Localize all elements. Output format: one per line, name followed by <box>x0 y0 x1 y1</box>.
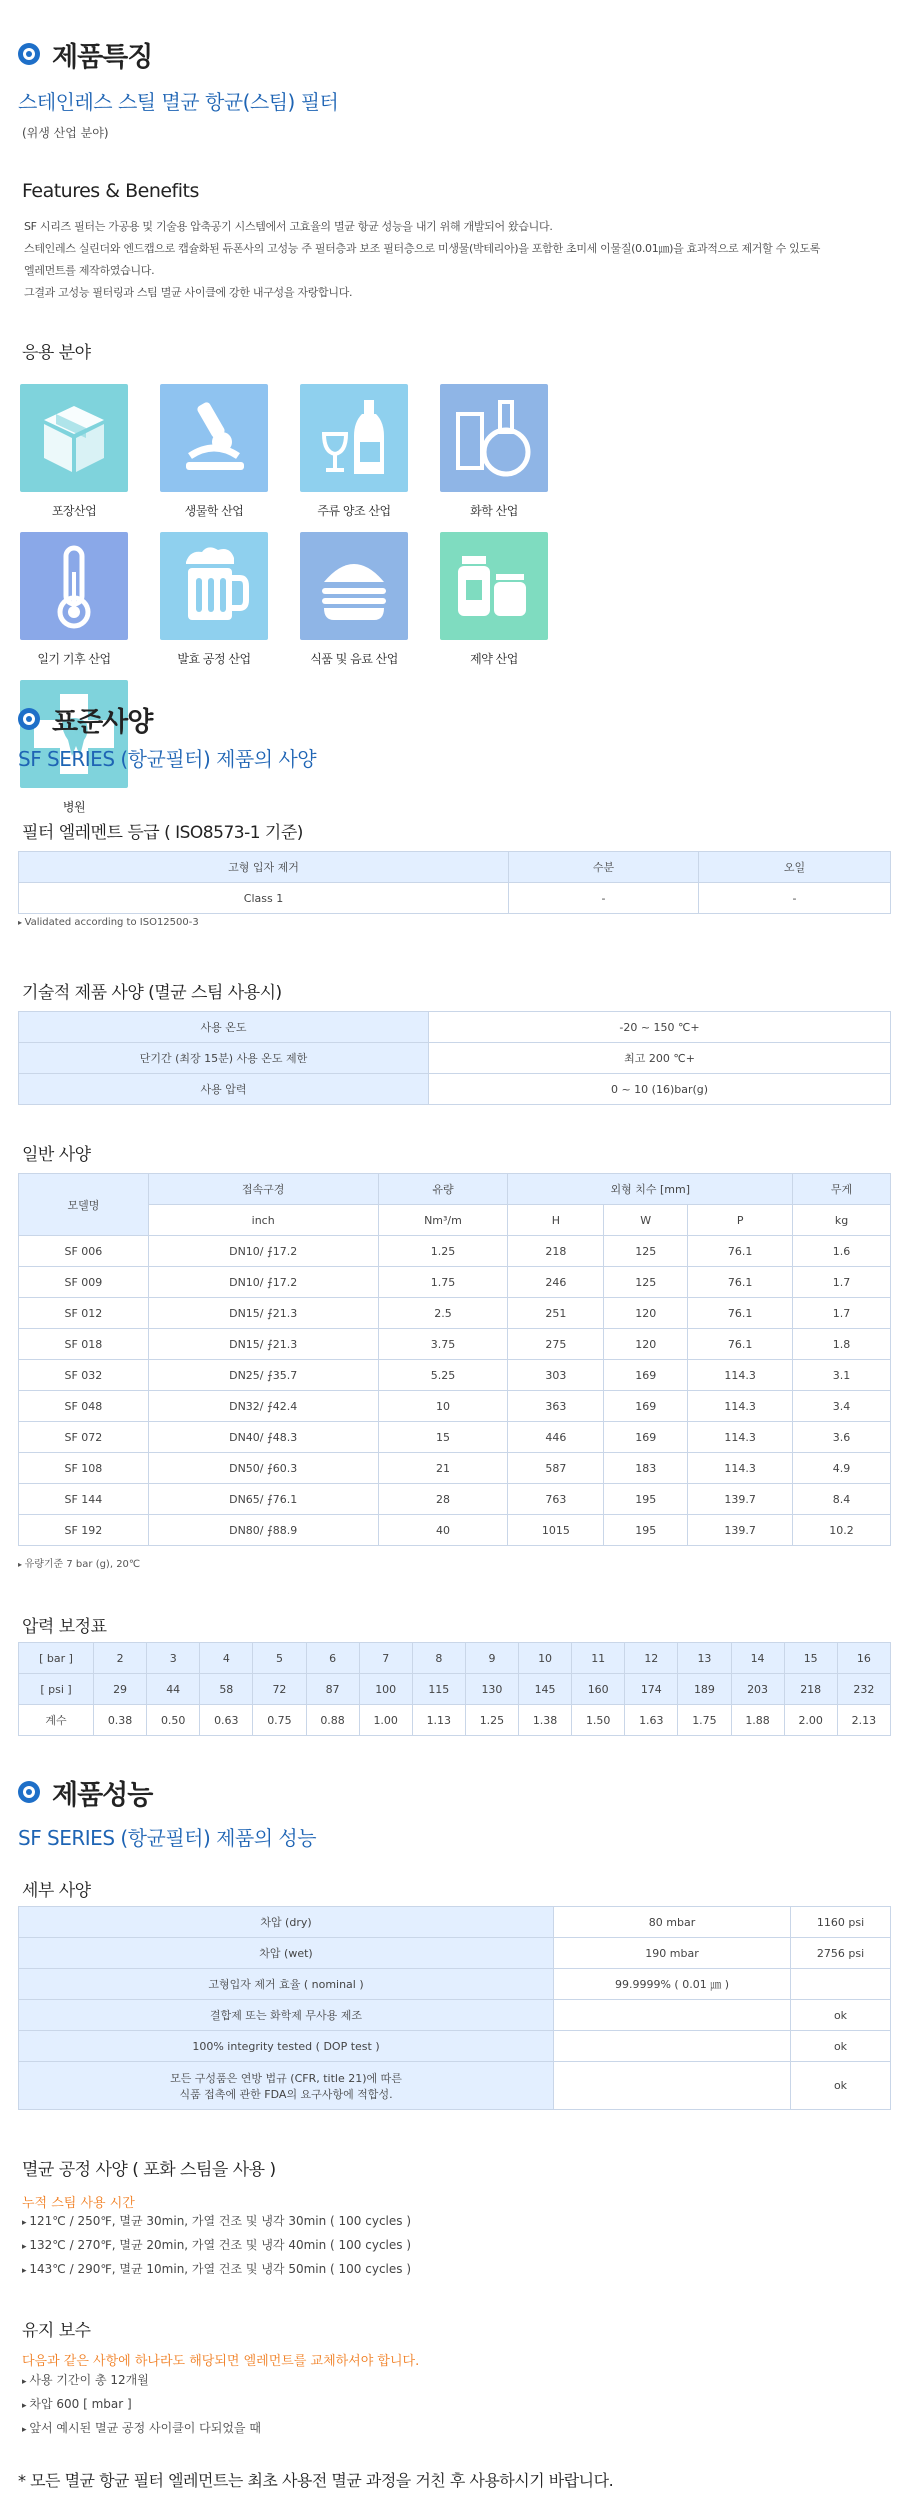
table-cell: DN15/ ⨍21.3 <box>148 1298 378 1329</box>
performance-sub-title: SF SERIES (항균필터) 제품의 성능 <box>18 1826 317 1850</box>
table-cell: 3.75 <box>378 1329 508 1360</box>
list-item: ▸ 차압 600 [ mbar ] <box>22 2393 261 2417</box>
pressure-bar-cell: 13 <box>678 1643 731 1674</box>
table-cell: 139.7 <box>688 1515 793 1546</box>
table-cell: 최고 200 ℃+ <box>429 1043 891 1074</box>
table-cell: 114.3 <box>688 1422 793 1453</box>
table-cell: 5.25 <box>378 1360 508 1391</box>
tech-table <box>18 1011 891 1105</box>
table-cell: DN65/ ⨍76.1 <box>148 1484 378 1515</box>
application-label: 화학 산업 <box>470 504 518 518</box>
table-unit-cell: P <box>688 1205 793 1236</box>
detail-value-cell <box>554 2000 791 2031</box>
table-cell: 10.2 <box>793 1515 891 1546</box>
table-header-row <box>19 1205 891 1236</box>
section-bullet-icon <box>18 708 40 730</box>
pressure-factor-cell: 1.25 <box>465 1705 518 1736</box>
detail-psi-cell: ok <box>791 2000 891 2031</box>
table-cell: 246 <box>508 1267 604 1298</box>
table-cell: DN10/ ⨍17.2 <box>148 1267 378 1298</box>
table-row <box>19 1267 891 1298</box>
table-cell: 76.1 <box>688 1267 793 1298</box>
pressure-bar-cell: 16 <box>837 1643 890 1674</box>
burger-icon <box>300 532 408 640</box>
pressure-factor-cell: 1.38 <box>519 1705 572 1736</box>
pressure-bar-cell: 3 <box>147 1643 200 1674</box>
table-cell: 4.9 <box>793 1453 891 1484</box>
table-row <box>19 1515 891 1546</box>
maintenance-list <box>22 2369 261 2441</box>
maintenance-title: 유지 보수 <box>22 2321 91 2341</box>
performance-section-title: 제품성능 <box>52 1779 153 1811</box>
application-tile <box>20 532 128 640</box>
pressure-bar-cell: 5 <box>253 1643 306 1674</box>
thermometer-icon <box>20 532 128 640</box>
flask-icon <box>440 384 548 492</box>
pressure-psi-cell: 160 <box>572 1674 625 1705</box>
table-row <box>19 1043 891 1074</box>
pressure-factor-cell: 2.13 <box>837 1705 890 1736</box>
pressure-factor-cell: 0.75 <box>253 1705 306 1736</box>
application-item <box>160 532 300 680</box>
table-header-row <box>19 1174 891 1205</box>
pressure-factor-cell: 0.50 <box>147 1705 200 1736</box>
table-cell: 40 <box>378 1515 508 1546</box>
table-cell: SF 018 <box>19 1329 149 1360</box>
application-tile <box>440 532 548 640</box>
list-item: ▸ 132℃ / 270℉, 멸균 20min, 가열 건조 및 냉각 40min ( 100 cycles ) <box>22 2234 411 2258</box>
pressure-psi-cell: 100 <box>359 1674 412 1705</box>
table-cell: 120 <box>604 1298 688 1329</box>
detail-label-cell: 차압 (dry) <box>19 1907 554 1938</box>
detail-psi-cell: 2756 psi <box>791 1938 891 1969</box>
table-cell: - <box>509 883 699 914</box>
pressure-bar-cell: 12 <box>625 1643 678 1674</box>
pressure-psi-cell: 44 <box>147 1674 200 1705</box>
pressure-psi-cell: 189 <box>678 1674 731 1705</box>
table-cell: 76.1 <box>688 1236 793 1267</box>
table-cell: 446 <box>508 1422 604 1453</box>
pills-icon <box>440 532 548 640</box>
table-row <box>19 1938 891 1969</box>
detail-label-cell: 100% integrity tested ( DOP test ) <box>19 2031 554 2062</box>
application-tile <box>300 532 408 640</box>
tech-title: 기술적 제품 사양 (멸균 스팀 사용시) <box>22 983 282 1003</box>
pressure-bar-cell: 10 <box>519 1643 572 1674</box>
pressure-bar-cell: 14 <box>731 1643 784 1674</box>
pressure-factor-cell: 1.75 <box>678 1705 731 1736</box>
table-row <box>19 2031 891 2062</box>
pressure-factor-cell: 2.00 <box>784 1705 837 1736</box>
benefits-title: Features & Benefits <box>22 180 199 202</box>
table-cell: 169 <box>604 1422 688 1453</box>
detail-psi-cell: ok <box>791 2031 891 2062</box>
pressure-factor-cell: 1.00 <box>359 1705 412 1736</box>
table-cell: 251 <box>508 1298 604 1329</box>
table-header-cell: 수분 <box>509 852 699 883</box>
application-item <box>440 532 580 680</box>
table-cell: 1.25 <box>378 1236 508 1267</box>
applications-title: 응용 분야 <box>22 343 91 363</box>
table-cell: 3.1 <box>793 1360 891 1391</box>
detail-value-cell: 80 mbar <box>554 1907 791 1938</box>
table-header-cell: 계수 <box>19 1705 94 1736</box>
table-header-cell: 고형 입자 제거 <box>19 852 509 883</box>
microscope-icon <box>160 384 268 492</box>
table-cell: 28 <box>378 1484 508 1515</box>
table-cell: SF 009 <box>19 1267 149 1298</box>
application-tile <box>440 384 548 492</box>
detail-value-cell: 99.9999% ( 0.01 ㎛ ) <box>554 1969 791 2000</box>
pressure-factor-cell: 1.50 <box>572 1705 625 1736</box>
table-header-cell: 모델명 <box>19 1174 149 1236</box>
table-row <box>19 883 891 914</box>
table-cell: 1.8 <box>793 1329 891 1360</box>
sterilization-list <box>22 2210 411 2282</box>
table-cell: 139.7 <box>688 1484 793 1515</box>
features-section-title: 제품특징 <box>52 41 153 73</box>
pressure-psi-cell: 58 <box>200 1674 253 1705</box>
table-cell: 169 <box>604 1360 688 1391</box>
pressure-factor-row <box>19 1705 891 1736</box>
pressure-psi-cell: 115 <box>412 1674 465 1705</box>
table-cell: SF 006 <box>19 1236 149 1267</box>
table-cell: -20 ~ 150 ℃+ <box>429 1012 891 1043</box>
pressure-factor-cell: 1.63 <box>625 1705 678 1736</box>
table-cell: 363 <box>508 1391 604 1422</box>
pressure-psi-cell: 87 <box>306 1674 359 1705</box>
application-label: 제약 산업 <box>470 652 518 666</box>
application-tile <box>20 384 128 492</box>
table-header-cell: 유량 <box>378 1174 508 1205</box>
pressure-bar-cell: 15 <box>784 1643 837 1674</box>
table-cell: 114.3 <box>688 1391 793 1422</box>
pressure-psi-row <box>19 1674 891 1705</box>
pressure-psi-cell: 174 <box>625 1674 678 1705</box>
table-cell: SF 032 <box>19 1360 149 1391</box>
application-item <box>300 532 440 680</box>
benefits-line: 그결과 고성능 필터링과 스팀 멸균 사이클에 강한 내구성을 자랑합니다. <box>24 286 353 299</box>
application-label: 주류 양조 산업 <box>317 504 391 518</box>
detail-value-cell: 190 mbar <box>554 1938 791 1969</box>
detail-psi-cell <box>791 1969 891 2000</box>
table-row <box>19 1907 891 1938</box>
pressure-bar-cell: 2 <box>94 1643 147 1674</box>
pressure-bar-row <box>19 1643 891 1674</box>
table-cell: 195 <box>604 1484 688 1515</box>
pressure-title: 압력 보정표 <box>22 1617 107 1637</box>
application-label: 포장산업 <box>51 504 97 518</box>
table-cell: 1.6 <box>793 1236 891 1267</box>
table-cell: DN80/ ⨍88.9 <box>148 1515 378 1546</box>
table-cell: 76.1 <box>688 1329 793 1360</box>
wine-icon <box>300 384 408 492</box>
application-label: 병원 <box>62 800 86 814</box>
pressure-psi-cell: 145 <box>519 1674 572 1705</box>
table-cell: - <box>699 883 891 914</box>
benefits-line: 엘레먼트를 제작하였습니다. <box>24 264 155 277</box>
table-unit-cell: Nm³/m <box>378 1205 508 1236</box>
table-cell: 587 <box>508 1453 604 1484</box>
product-title: 스테인레스 스틸 멸균 항균(스팀) 필터 <box>18 90 339 114</box>
table-row <box>19 1969 891 2000</box>
section-bullet-icon <box>18 1781 40 1803</box>
standard-section-title: 표준사양 <box>52 706 153 738</box>
list-item: ▸ 121℃ / 250℉, 멸균 30min, 가열 건조 및 냉각 30min ( 100 cycles ) <box>22 2210 411 2234</box>
table-cell: 218 <box>508 1236 604 1267</box>
table-cell: SF 048 <box>19 1391 149 1422</box>
general-spec-body <box>19 1236 891 1546</box>
pressure-bar-cell: 8 <box>412 1643 465 1674</box>
table-header-cell: [ psi ] <box>19 1674 94 1705</box>
list-item: ▸ 143℃ / 290℉, 멸균 10min, 가열 건조 및 냉각 50min ( 100 cycles ) <box>22 2258 411 2282</box>
general-note: ▸ 유량기준 7 bar (g), 20℃ <box>18 1555 140 1570</box>
table-cell: 125 <box>604 1236 688 1267</box>
application-item <box>20 532 160 680</box>
application-tile <box>160 384 268 492</box>
pressure-table <box>18 1642 891 1736</box>
pressure-bar-cell: 9 <box>465 1643 518 1674</box>
pressure-factor-cell: 0.88 <box>306 1705 359 1736</box>
table-cell: DN25/ ⨍35.7 <box>148 1360 378 1391</box>
table-row <box>19 1236 891 1267</box>
table-cell: 125 <box>604 1267 688 1298</box>
application-label: 발효 공정 산업 <box>177 652 251 666</box>
table-header-cell: 사용 온도 <box>19 1012 429 1043</box>
grade-table <box>18 851 891 914</box>
detail-value-cell <box>554 2031 791 2062</box>
application-label: 생물학 산업 <box>184 504 244 518</box>
benefits-line: SF 시리즈 필터는 가공용 및 기술용 압축공기 시스템에서 고효율의 멸균 항균 성능을 내기 위해 개발되어 왔습니다. <box>24 220 553 233</box>
table-row <box>19 1074 891 1105</box>
table-row <box>19 1422 891 1453</box>
table-cell: Class 1 <box>19 883 509 914</box>
table-header-row <box>19 852 891 883</box>
detail-label-cell: 고형입자 제거 효율 ( nominal ) <box>19 1969 554 2000</box>
table-header-cell: [ bar ] <box>19 1643 94 1674</box>
table-cell: 1015 <box>508 1515 604 1546</box>
table-cell: 21 <box>378 1453 508 1484</box>
table-cell: SF 012 <box>19 1298 149 1329</box>
table-cell: 8.4 <box>793 1484 891 1515</box>
general-title: 일반 사양 <box>22 1145 91 1165</box>
list-item: ▸ 사용 기간이 총 12개월 <box>22 2369 261 2393</box>
table-cell: 1.7 <box>793 1298 891 1329</box>
table-cell: 0 ~ 10 (16)bar(g) <box>429 1074 891 1105</box>
detail-title: 세부 사양 <box>22 1881 91 1901</box>
standard-sub-title: SF SERIES (항균필터) 제품의 사양 <box>18 747 317 771</box>
table-row <box>19 1360 891 1391</box>
table-cell: 114.3 <box>688 1360 793 1391</box>
application-item <box>440 384 580 532</box>
table-header-cell: 사용 압력 <box>19 1074 429 1105</box>
table-cell: 763 <box>508 1484 604 1515</box>
table-cell: 169 <box>604 1391 688 1422</box>
table-cell: 183 <box>604 1453 688 1484</box>
pressure-psi-cell: 72 <box>253 1674 306 1705</box>
table-row <box>19 1329 891 1360</box>
box-icon <box>20 384 128 492</box>
pressure-psi-cell: 232 <box>837 1674 890 1705</box>
performance-section-header <box>18 1772 891 1812</box>
pressure-psi-cell: 29 <box>94 1674 147 1705</box>
table-row <box>19 1453 891 1484</box>
table-cell: DN10/ ⨍17.2 <box>148 1236 378 1267</box>
table-cell: 1.7 <box>793 1267 891 1298</box>
table-cell: 3.4 <box>793 1391 891 1422</box>
table-unit-cell: kg <box>793 1205 891 1236</box>
pressure-psi-cell: 130 <box>465 1674 518 1705</box>
detail-label-cell: 결합제 또는 화학제 무사용 제조 <box>19 2000 554 2031</box>
table-header-cell: 단기간 (최장 15분) 사용 온도 제한 <box>19 1043 429 1074</box>
table-cell: SF 108 <box>19 1453 149 1484</box>
table-row <box>19 1298 891 1329</box>
final-note: * 모든 멸균 항균 필터 엘레먼트는 최초 사용전 멸균 과정을 거친 후 사용하시기 바랍니다. <box>18 2471 614 2490</box>
pressure-factor-cell: 0.38 <box>94 1705 147 1736</box>
section-bullet-icon <box>18 43 40 65</box>
standard-section-header <box>18 699 891 739</box>
detail-psi-cell: 1160 psi <box>791 1907 891 1938</box>
table-cell: 15 <box>378 1422 508 1453</box>
table-header-cell: 외형 치수 [mm] <box>508 1174 793 1205</box>
table-unit-cell: inch <box>148 1205 378 1236</box>
table-row <box>19 1012 891 1043</box>
pressure-bar-cell: 11 <box>572 1643 625 1674</box>
table-unit-cell: H <box>508 1205 604 1236</box>
table-cell: DN40/ ⨍48.3 <box>148 1422 378 1453</box>
table-cell: SF 192 <box>19 1515 149 1546</box>
pressure-bar-cell: 4 <box>200 1643 253 1674</box>
sterilization-accent: 누적 스팀 사용 시간 <box>22 2196 135 2211</box>
pressure-bar-cell: 6 <box>306 1643 359 1674</box>
benefits-line: 스테인레스 실린더와 엔드캡으로 캡슐화된 듀폰사의 고성능 주 필터층과 보조 필터층으로 미생물(박테리아)을 포함한 초미세 이물질(0.01㎛)을 효과적으로 제거할 수 있도록 <box>24 242 821 255</box>
application-label: 식품 및 음료 산업 <box>310 652 398 666</box>
maintenance-accent: 다음과 같은 사항에 하나라도 해당되면 엘레먼트를 교체하셔야 합니다. <box>22 2354 420 2369</box>
table-row <box>19 2062 891 2110</box>
detail-label-cell: 모든 구성품은 연방 법규 (CFR, title 21)에 따른 식품 접촉에 관한 FDA의 요구사항에 적합성. <box>19 2062 554 2110</box>
pressure-bar-cell: 7 <box>359 1643 412 1674</box>
table-row <box>19 1391 891 1422</box>
table-cell: 195 <box>604 1515 688 1546</box>
table-row <box>19 1484 891 1515</box>
pressure-factor-cell: 0.63 <box>200 1705 253 1736</box>
application-item <box>160 384 300 532</box>
application-tile <box>160 532 268 640</box>
beer-icon <box>160 532 268 640</box>
general-spec-table <box>18 1173 891 1546</box>
table-cell: 120 <box>604 1329 688 1360</box>
features-section-header <box>18 34 891 74</box>
table-header-cell: 무게 <box>793 1174 891 1205</box>
pressure-factor-cell: 1.88 <box>731 1705 784 1736</box>
table-cell: 3.6 <box>793 1422 891 1453</box>
detail-label-cell: 차압 (wet) <box>19 1938 554 1969</box>
application-tile <box>300 384 408 492</box>
pressure-psi-cell: 203 <box>731 1674 784 1705</box>
pressure-psi-cell: 218 <box>784 1674 837 1705</box>
table-cell: 10 <box>378 1391 508 1422</box>
table-row <box>19 2000 891 2031</box>
grade-note: ▸ Validated according to ISO12500-3 <box>18 917 199 928</box>
sterilization-title: 멸균 공정 사양 ( 포화 스팀을 사용 ) <box>22 2160 276 2180</box>
pressure-factor-cell: 1.13 <box>412 1705 465 1736</box>
application-item <box>20 384 160 532</box>
table-cell: DN32/ ⨍42.4 <box>148 1391 378 1422</box>
benefits-text <box>24 216 884 304</box>
table-cell: 275 <box>508 1329 604 1360</box>
table-unit-cell: W <box>604 1205 688 1236</box>
application-label: 일기 기후 산업 <box>37 652 111 666</box>
table-header-cell: 오일 <box>699 852 891 883</box>
table-cell: DN50/ ⨍60.3 <box>148 1453 378 1484</box>
table-cell: 303 <box>508 1360 604 1391</box>
detail-spec-table <box>18 1906 891 2110</box>
table-header-cell: 접속구경 <box>148 1174 378 1205</box>
product-category: (위생 산업 분야) <box>22 126 109 140</box>
detail-psi-cell: ok <box>791 2062 891 2110</box>
application-item <box>300 384 440 532</box>
table-cell: 76.1 <box>688 1298 793 1329</box>
table-cell: SF 144 <box>19 1484 149 1515</box>
list-item: ▸ 앞서 예시된 멸균 공정 사이클이 다되었을 때 <box>22 2417 261 2441</box>
table-cell: 1.75 <box>378 1267 508 1298</box>
detail-value-cell <box>554 2062 791 2110</box>
table-cell: 114.3 <box>688 1453 793 1484</box>
table-cell: DN15/ ⨍21.3 <box>148 1329 378 1360</box>
table-cell: SF 072 <box>19 1422 149 1453</box>
grade-title: 필터 엘레멘트 등급 ( ISO8573-1 기준) <box>22 823 303 843</box>
table-cell: 2.5 <box>378 1298 508 1329</box>
